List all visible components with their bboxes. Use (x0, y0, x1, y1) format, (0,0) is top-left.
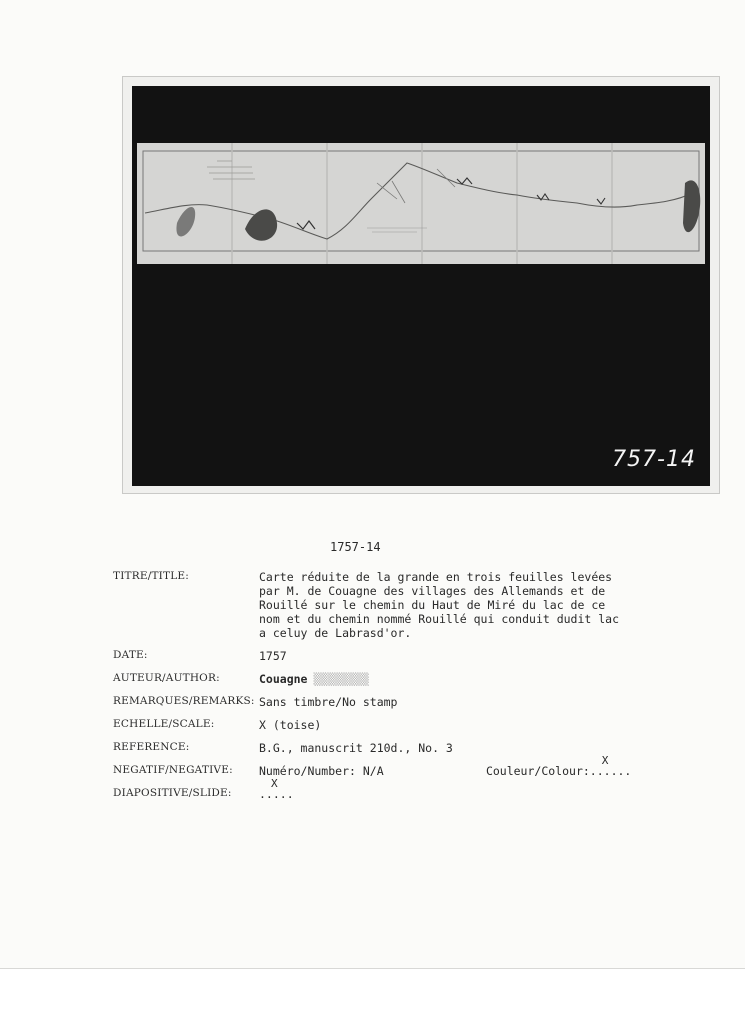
erased-text: ▒▒▒▒▒▒▒▒ (313, 672, 369, 686)
remarks-row (113, 695, 673, 709)
scale-row (113, 718, 673, 732)
reference-value: B.G., manuscrit 210d., No. 3 (259, 741, 453, 755)
slide-dots-wrap (259, 777, 294, 801)
slide-row (113, 777, 673, 801)
remarks-value: Sans timbre/No stamp (259, 695, 398, 709)
slide-dots: ..... (259, 787, 294, 801)
title-value: Carte réduite de la grande en trois feuilles levées par M. de Couagne des villages des Allemands et de Rouillé sur le chemin du Haut de Miré du lac de ce nom et du chemin nommé Rouillé qui conduit dudit lac a celuy de Labrasd'or. (259, 570, 620, 640)
negative-number: Numéro/Number: N/A (259, 764, 384, 778)
author-value-wrap (259, 672, 673, 686)
reference-label: REFERENCE: (113, 741, 190, 753)
author-label: AUTEUR/AUTHOR: (113, 672, 220, 684)
date-value: 1757 (259, 649, 287, 663)
page-bottom-edge (0, 968, 745, 1025)
scale-label: ECHELLE/SCALE: (113, 718, 215, 730)
negative-row (113, 754, 673, 778)
author-value: Couagne (259, 672, 308, 686)
slide-mark: X (271, 777, 278, 790)
negative-value-wrap (259, 754, 673, 778)
scale-value: X (toise) (259, 718, 322, 732)
colour-field (485, 754, 632, 778)
slide-value-wrap (259, 777, 673, 801)
colour-label: Couleur/Colour: (485, 764, 590, 778)
date-label: DATE: (113, 649, 148, 661)
author-row (113, 672, 673, 686)
negative-label: NEGATIF/NEGATIVE: (113, 764, 233, 776)
colour-dots: ...... (589, 764, 632, 778)
date-row (113, 649, 673, 663)
map-strip-image (137, 143, 705, 264)
title-row (113, 570, 673, 640)
catalog-number: 1757-14 (330, 540, 381, 554)
title-label: TITRE/TITLE: (113, 570, 189, 582)
map-photograph (132, 86, 710, 486)
photo-number-label: 757-14 (612, 447, 696, 472)
reference-row (113, 741, 673, 755)
photo-mount (122, 76, 720, 494)
remarks-label: REMARQUES/REMARKS: (113, 695, 255, 707)
colour-mark: X (601, 754, 609, 767)
catalog-record (113, 570, 673, 810)
colour-dots-wrap (589, 754, 632, 778)
slide-label: DIAPOSITIVE/SLIDE: (113, 787, 232, 799)
